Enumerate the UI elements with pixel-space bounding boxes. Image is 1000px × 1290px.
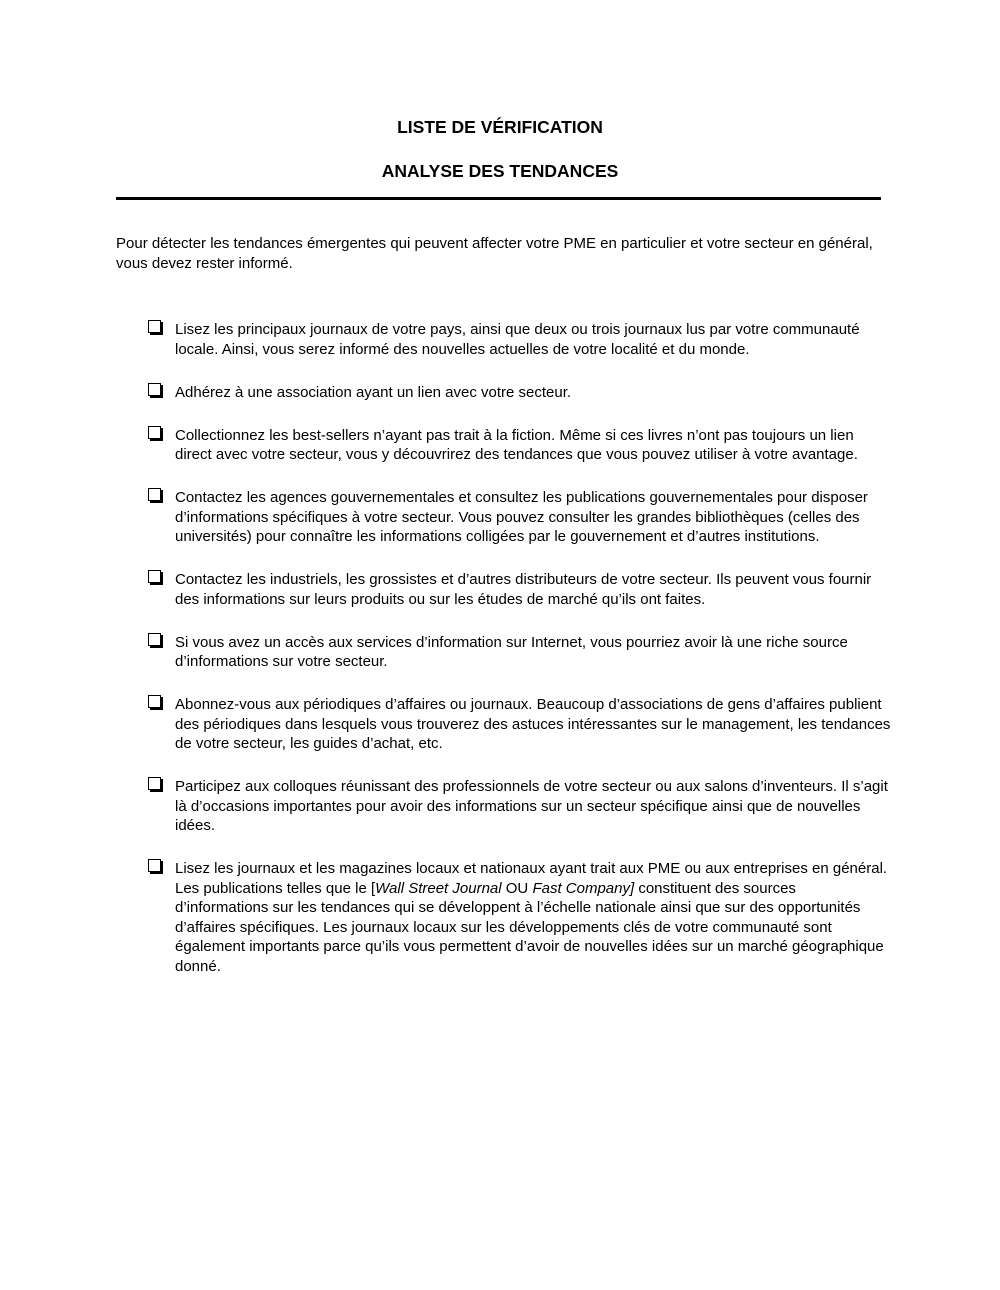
- publication-name-italic: Wall Street Journal: [375, 879, 502, 897]
- checkbox-icon[interactable]: [148, 633, 161, 646]
- checklist-item-text: [175, 859, 893, 976]
- checklist-item: [148, 695, 893, 754]
- document-subtitle: ANALYSE DES TENDANCES: [381, 161, 619, 181]
- checklist-item-text: Participez aux colloques réunissant des professionnels de votre secteur ou aux salons d’inventeurs. Il s’agit là d’occasions importantes pour avoir des informations sur un secteur spécifique ainsi que de nouvelles idées.: [175, 778, 888, 834]
- checklist-item-text: Adhérez à une association ayant un lien avec votre secteur.: [175, 383, 572, 401]
- publication-name-italic: Fast Company]: [532, 879, 635, 897]
- checkbox-icon[interactable]: [148, 777, 161, 790]
- checkbox-icon[interactable]: [148, 570, 161, 583]
- checkbox-icon[interactable]: [148, 383, 161, 396]
- checkbox-icon[interactable]: [148, 695, 161, 708]
- checklist-item: [148, 488, 893, 547]
- title-divider: [116, 197, 881, 200]
- text-segment: constituent des sources d’informations sur les tendances qui se développent à l’échelle nationale ainsi que sur des opportunités d’affaires spécifiques. Les journaux locaux sur les développements clés de votre communauté sont également importants parce qu’ils vous permettent d’avoir de nouvelles idées sur un marché géographique donné.: [175, 879, 884, 975]
- checklist-item: [148, 777, 893, 836]
- checklist-item-text: Contactez les agences gouvernementales et consultez les publications gouvernementales pour disposer d’informations spécifiques à votre secteur. Vous pouvez consulter les grandes bibliothèques (celles des universités) pour connaître les informations colligées par le gouvernement et d’autres institutions.: [175, 489, 868, 545]
- checklist-item-text: Collectionnez les best-sellers n’ayant pas trait à la fiction. Même si ces livres n’ont pas toujours un lien direct avec votre secteur, vous y découvrirez des tendances que vous pouvez utiliser à votre avantage.: [175, 426, 858, 463]
- checkbox-icon[interactable]: [148, 488, 161, 501]
- checklist-item-text: Si vous avez un accès aux services d’information sur Internet, vous pourriez avoir là une riche source d’informations sur votre secteur.: [175, 633, 848, 670]
- document-title: LISTE DE VÉRIFICATION: [397, 117, 603, 137]
- checklist: [148, 320, 893, 976]
- checklist-item: [148, 383, 893, 403]
- checklist-item: [148, 859, 893, 976]
- text-segment: OU: [501, 879, 533, 897]
- checklist-item-text: Abonnez-vous aux périodiques d’affaires ou journaux. Beaucoup d’associations de gens d’affaires publient des périodiques dans lesquels vous trouverez des astuces intéressantes sur le management, les tendances de votre secteur, les guides d’achat, etc.: [175, 696, 891, 752]
- intro-paragraph: Pour détecter les tendances émergentes qui peuvent affecter votre PME en particulier et votre secteur en général, vous devez rester informé.: [116, 235, 873, 272]
- checklist-item: [148, 426, 893, 465]
- checkbox-icon[interactable]: [148, 320, 161, 333]
- checklist-item-text: Contactez les industriels, les grossistes et d’autres distributeurs de votre secteur. Ils peuvent vous fournir des informations sur leurs produits ou sur les études de marché qu’ils ont faites.: [175, 571, 872, 608]
- checklist-item: [148, 320, 893, 359]
- checklist-item: [148, 570, 893, 609]
- checklist-item: [148, 633, 893, 672]
- checkbox-icon[interactable]: [148, 859, 161, 872]
- checkbox-icon[interactable]: [148, 426, 161, 439]
- text-segment: Lisez les journaux et les magazines locaux et nationaux ayant trait aux PME ou aux entreprises en général. Les publications telles que le [: [175, 860, 888, 897]
- checklist-item-text: Lisez les principaux journaux de votre pays, ainsi que deux ou trois journaux lus par votre communauté locale. Ainsi, vous serez informé des nouvelles actuelles de votre localité et du monde.: [175, 321, 860, 358]
